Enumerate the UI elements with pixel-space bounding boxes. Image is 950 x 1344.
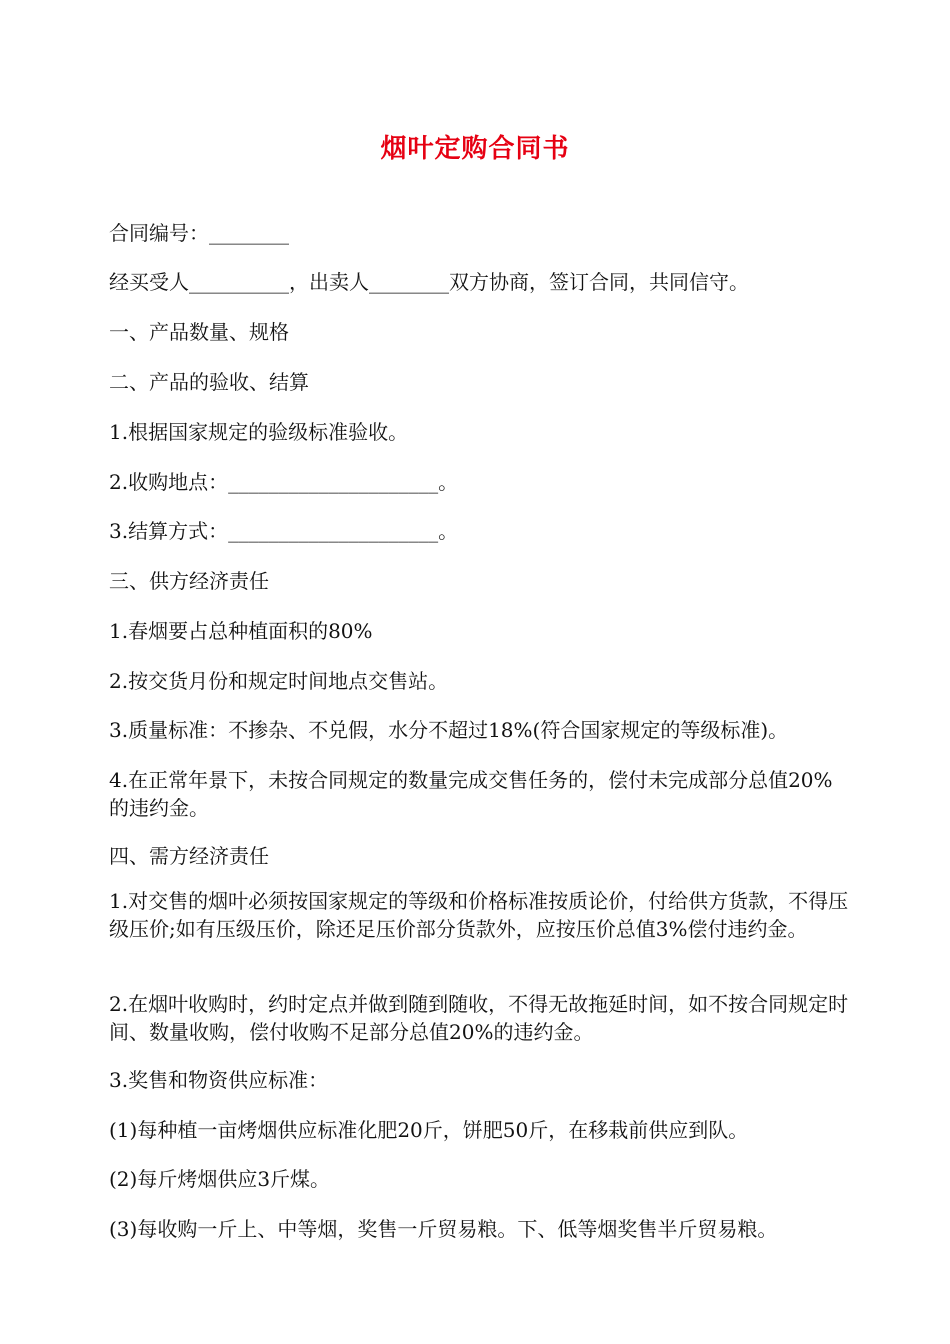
clause: 3.质量标准：不掺杂、不兑假，水分不超过18%(符合国家规定的等级标准)。 [109,718,789,742]
section-heading: 三、供方经济责任 [109,569,269,593]
section-heading: 一、产品数量、规格 [109,320,289,344]
section-heading: 二、产品的验收、结算 [109,370,309,394]
contract-number-line: 合同编号：________ [109,221,289,245]
clause: 3.奖售和物资供应标准： [109,1068,329,1092]
clause: 4.在正常年景下，未按合同规定的数量完成交售任务的，偿付未完成部分总值20%的违约金。 [109,768,833,820]
clause: 2.按交货月份和规定时间地点交售站。 [109,669,449,693]
clause: (3)每收购一斤上、中等烟，奖售一斤贸易粮。下、低等烟奖售半斤贸易粮。 [109,1217,778,1241]
clause: 1.根据国家规定的验级标准验收。 [109,420,409,444]
parties-line: 经买受人__________，出卖人________双方协商，签订合同，共同信守。 [109,270,749,294]
clause: (2)每斤烤烟供应3斤煤。 [109,1167,331,1191]
document-title: 烟叶定购合同书 [380,134,570,164]
clause: 2.在烟叶收购时，约时定点并做到随到随收，不得无故拖延时间，如不按合同规定时间、数量收购，偿付收购不足部分总值20%的违约金。 [109,992,849,1044]
clause: 1.对交售的烟叶必须按国家规定的等级和价格标准按质论价，付给供方货款，不得压级压价;如有压级压价，除还足压价部分货款外，应按压价总值3%偿付违约金。 [109,889,849,941]
clause: 3.结算方式：_____________________。 [109,519,459,543]
clause: 1.春烟要占总种植面积的80% [109,619,373,643]
clause: 2.收购地点：_____________________。 [109,470,459,494]
section-heading: 四、需方经济责任 [109,844,269,868]
clause: (1)每种植一亩烤烟供应标准化肥20斤，饼肥50斤，在移栽前供应到队。 [109,1118,749,1142]
